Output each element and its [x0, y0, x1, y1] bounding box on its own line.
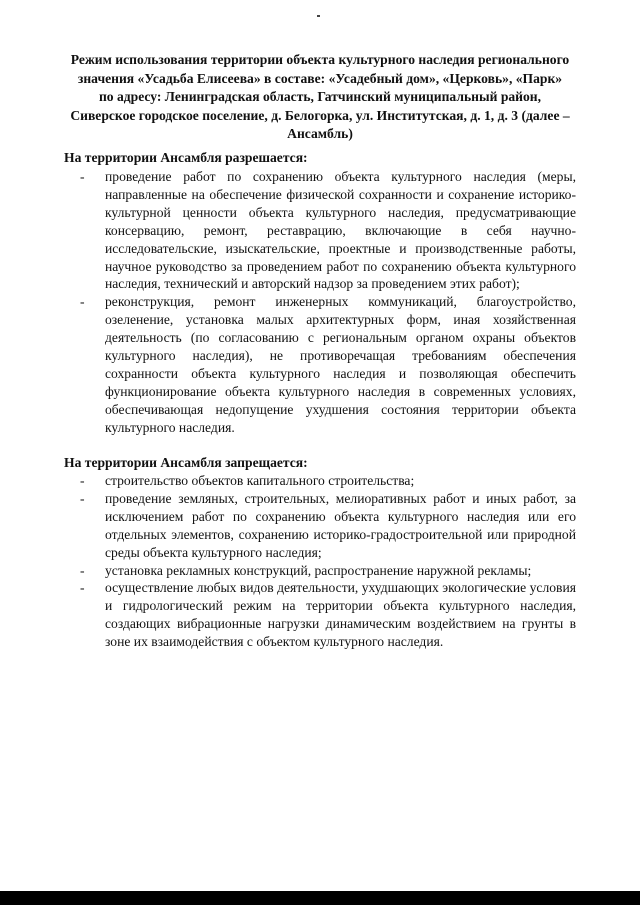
- list-item: [80, 562, 576, 580]
- prohibited-list: [80, 472, 576, 651]
- scan-bottom-edge: [0, 891, 640, 905]
- list-item: [80, 168, 576, 293]
- list-item: [80, 293, 576, 436]
- list-item-text: проведение работ по сохранению объекта культурного наследия (меры, направленные на обеспечение физической сохранности и сохранение историко-культурной ценности объекта культурного наследия, предусматривающие консервацию, ремонт, реставрацию, включающие в себя научно-исследовательские, изыскательские, проектные и производственные работы, научное руководство за проведением работ по сохранению объекта культурного наследия, технический и авторский надзор за проведением этих работ);: [105, 169, 576, 292]
- allowed-list: [80, 168, 576, 437]
- scan-speck: [317, 15, 320, 17]
- document-title: Режим использования территории объекта культурного наследия регионального значения «Усадьба Елисеева» в составе: «Усадебный дом», «Церковь», «Парк» по адресу: Ленинградская область, Гатчинский муниципальный район, Сиверское городское поселение, д. Белогорка, ул. Институтская, д. 1, д. 3 (далее – Ансамбль): [70, 52, 570, 142]
- bullet-dash: -: [80, 490, 85, 506]
- list-item: [80, 579, 576, 651]
- list-item-text: строительство объектов капитального строительства;: [105, 473, 415, 488]
- list-item-text: осуществление любых видов деятельности, ухудшающих экологические условия и гидрологический режим на территории объекта культурного наследия, создающих вибрационные нагрузки динамическим воздействием на грунты в зоне их взаимодействия с объектом культурного наследия.: [105, 580, 576, 650]
- bullet-dash: -: [80, 580, 85, 596]
- list-item-text: реконструкция, ремонт инженерных коммуникаций, благоустройство, озеленение, установка малых архитектурных форм, иная хозяйственная деятельность (по согласованию с региональным органом охраны объектов культурного наследия), не противоречащая требованиям обеспечения сохранности объекта культурного наследия и позволяющая обеспечить функционирование объекта культурного наследия в современных условиях, обеспечивающая недопущение ухудшения состояния территории объекта культурного наследия.: [105, 294, 576, 435]
- prohibited-heading: На территории Ансамбля запрещается:: [64, 455, 308, 470]
- bullet-dash: -: [80, 169, 85, 184]
- list-item-text: установка рекламных конструкций, распространение наружной рекламы;: [105, 562, 532, 578]
- bullet-dash: -: [80, 562, 85, 578]
- allowed-heading: На территории Ансамбля разрешается:: [64, 150, 308, 165]
- list-item: [80, 490, 576, 562]
- bullet-dash: -: [80, 294, 85, 310]
- bullet-dash: -: [80, 473, 85, 488]
- list-item-text: проведение земляных, строительных, мелиоративных работ и иных работ, за исключением работ по сохранению объекта культурного наследия или его отдельных элементов, сохранению историко-градостроительной или природной среды объекта культурного наследия;: [105, 490, 576, 560]
- list-item: [80, 472, 576, 490]
